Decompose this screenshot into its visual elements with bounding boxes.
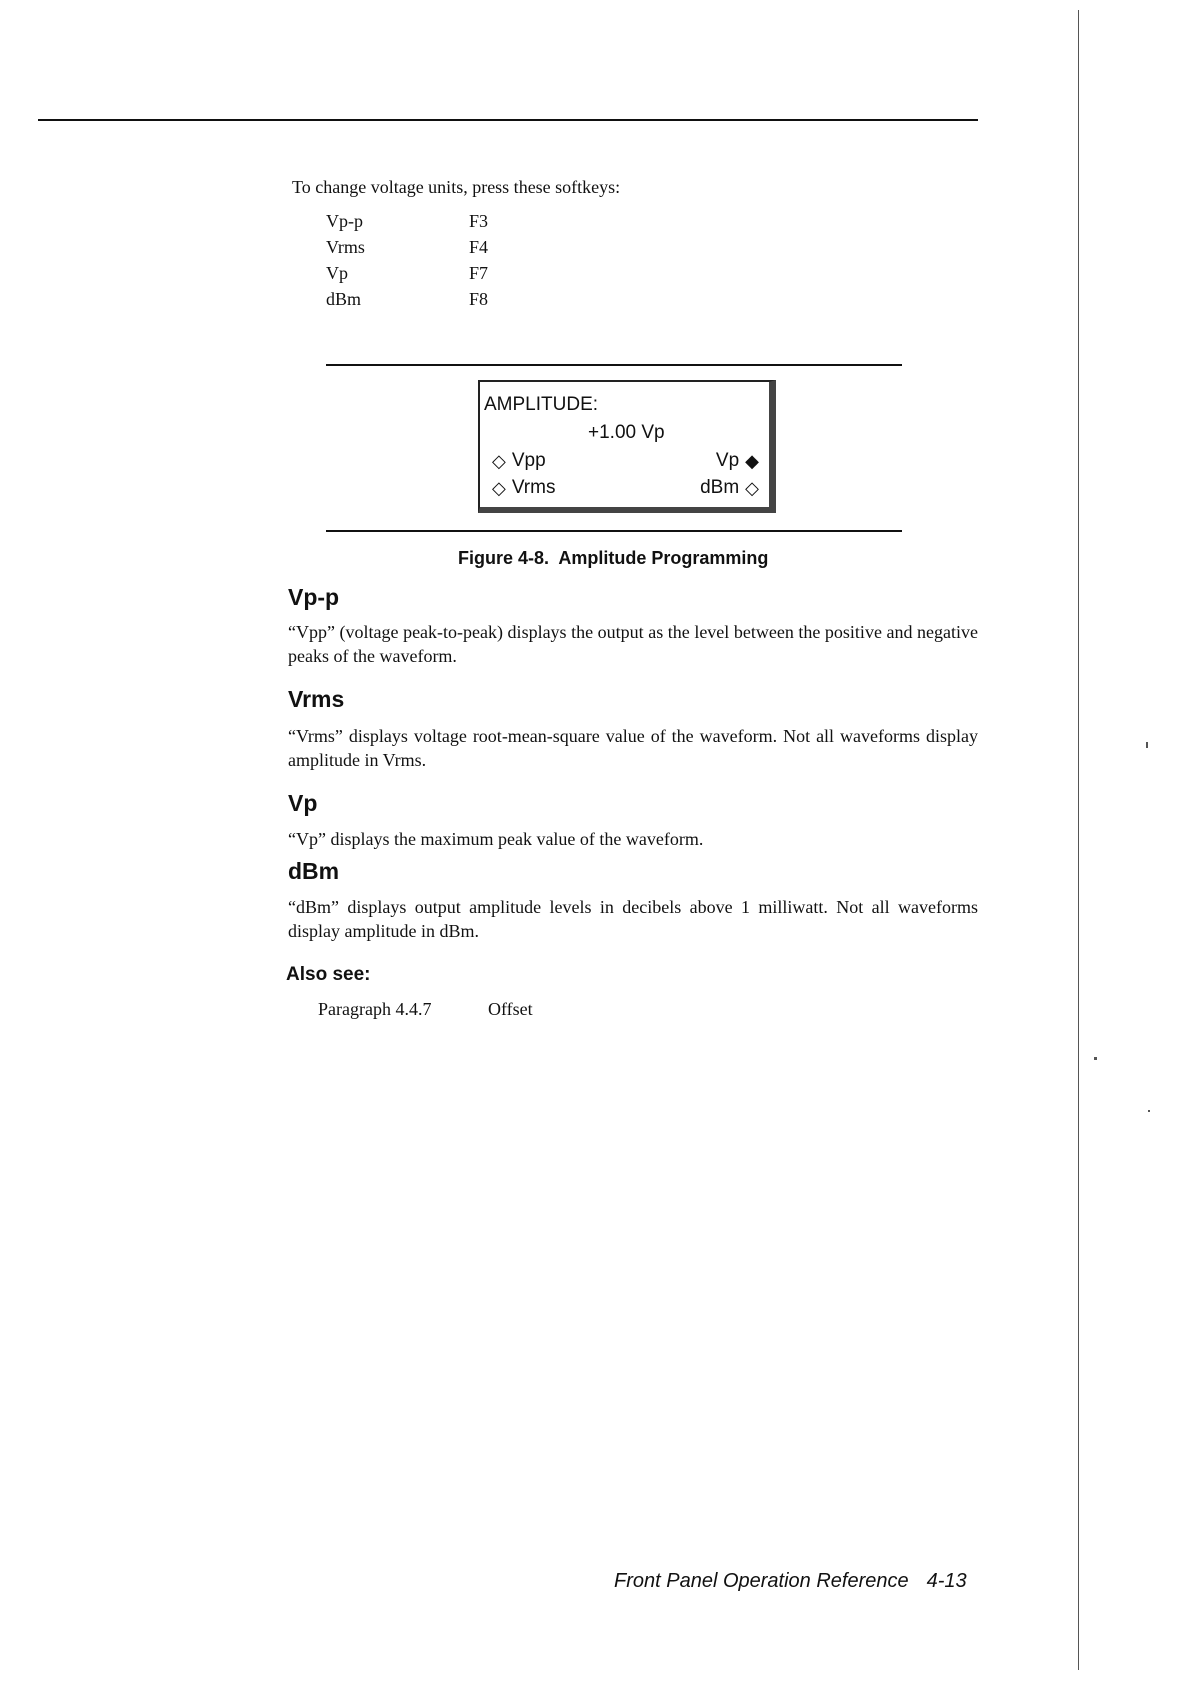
softkey-unit: Vp-p [326, 211, 363, 231]
softkey-row [326, 209, 529, 235]
softkey-row [326, 287, 529, 313]
scan-speck [1094, 1057, 1097, 1060]
hollow-diamond-icon: ◇ [745, 478, 759, 498]
section-heading-vp: Vp [288, 790, 318, 816]
section-text-vpp: “Vpp” (voltage peak-to-peak) displays the output as the level between the positive and negative peaks of the waveform. [288, 622, 978, 666]
display-title: AMPLITUDE: [484, 394, 599, 415]
softkey-key: F3 [469, 211, 489, 231]
softkey-unit: Vrms [326, 237, 365, 257]
intro-text: To change voltage units, press these softkeys: [292, 177, 621, 197]
option-vp [716, 450, 759, 472]
option-label: Vpp [511, 450, 546, 471]
section-text-dbm: “dBm” displays output amplitude levels in decibels above 1 milliwatt. Not all waveforms display amplitude in dBm. [288, 897, 978, 941]
footer-title: Front Panel Operation Reference [614, 1570, 909, 1592]
figure-bottom-rule [326, 530, 902, 532]
amplitude-display [478, 380, 776, 513]
scan-speck [1148, 1110, 1150, 1112]
figure-caption: Figure 4-8. Amplitude Programming [458, 548, 769, 568]
softkey-unit: dBm [326, 289, 362, 309]
option-dbm [700, 477, 759, 499]
option-label: Vrms [511, 477, 556, 498]
softkey-key: F4 [469, 237, 489, 257]
softkey-table [326, 209, 529, 313]
option-label: Vp [715, 450, 740, 471]
section-heading-vpp: Vp-p [288, 584, 340, 610]
display-value: +1.00 Vp [588, 422, 665, 443]
option-vrms [492, 477, 555, 499]
filled-diamond-icon: ◆ [745, 451, 759, 471]
section-heading-dbm: dBm [288, 858, 340, 884]
softkey-row [326, 261, 529, 287]
softkey-key: F8 [469, 289, 489, 309]
section-text-vrms: “Vrms” displays voltage root-mean-square value of the waveform. Not all waveforms display amplitude in Vrms. [288, 726, 978, 770]
option-label: dBm [700, 477, 740, 498]
scan-speck [1146, 742, 1148, 748]
section-heading-vrms: Vrms [288, 686, 345, 712]
also-see-row [318, 997, 533, 1021]
softkey-unit: Vp [326, 263, 348, 283]
section-text-vp: “Vp” displays the maximum peak value of the waveform. [288, 829, 704, 849]
option-vpp [492, 450, 546, 472]
margin-line [1078, 10, 1079, 1670]
header-rule [38, 119, 978, 121]
softkey-row [326, 235, 529, 261]
also-see-heading: Also see: [286, 964, 371, 985]
hollow-diamond-icon: ◇ [492, 451, 506, 471]
page-footer [614, 1570, 967, 1593]
softkey-key: F7 [469, 263, 489, 283]
also-see-topic: Offset [488, 999, 533, 1019]
figure-top-rule [326, 364, 902, 366]
also-see-reference: Paragraph 4.4.7 [318, 999, 432, 1019]
page-number: 4-13 [926, 1570, 967, 1592]
hollow-diamond-icon: ◇ [492, 478, 506, 498]
